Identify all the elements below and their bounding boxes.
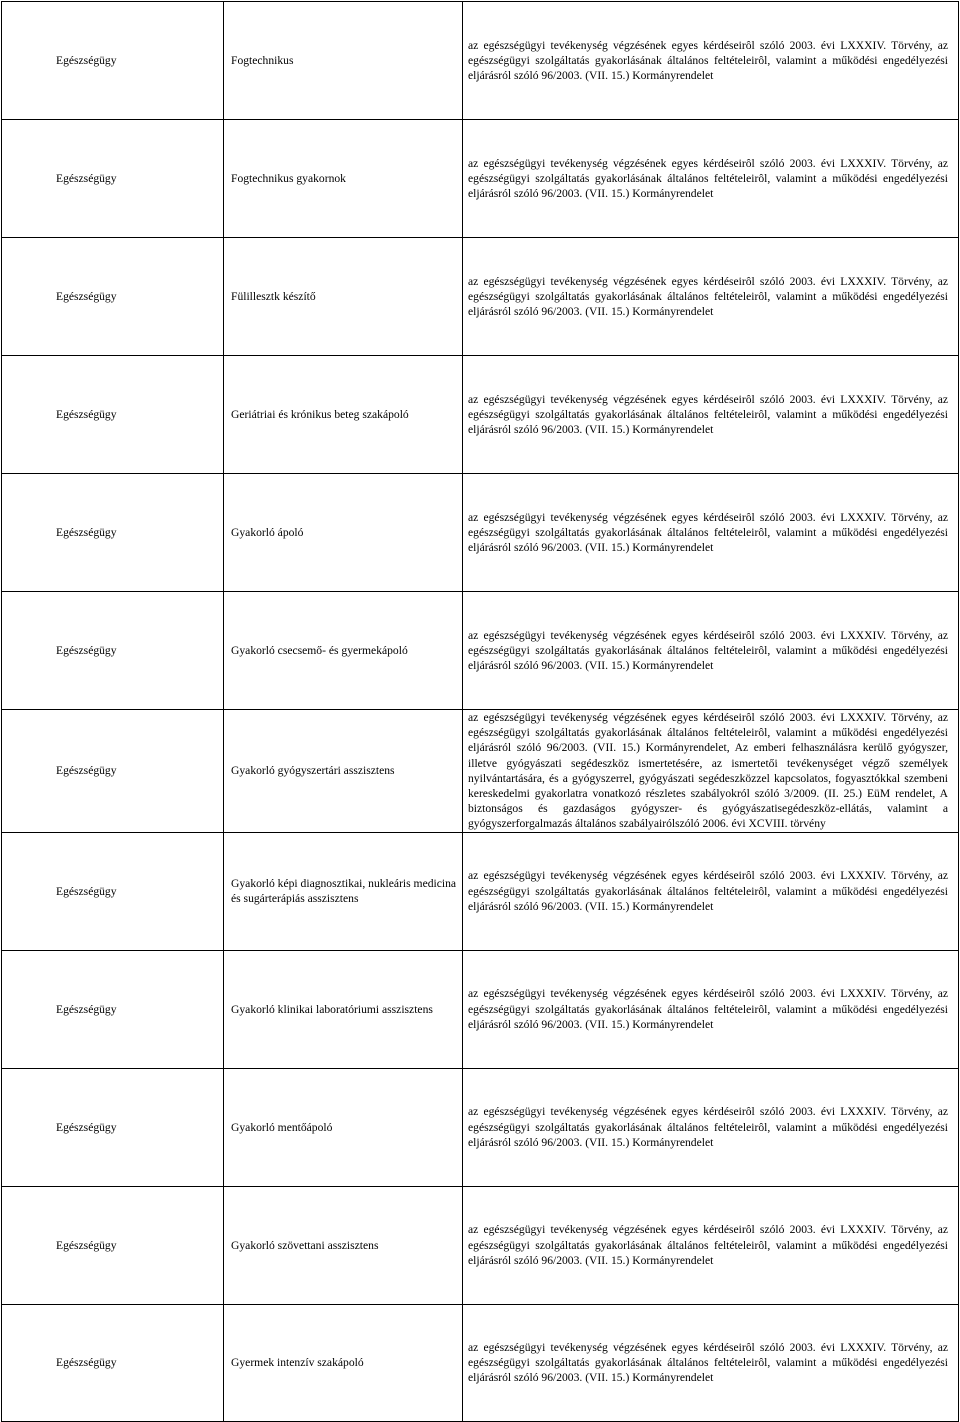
occupation-regulation-table [1, 1, 959, 1422]
table-row [2, 1186, 959, 1304]
category-cell: Egészségügy [2, 832, 224, 950]
legal-basis-cell: az egészségügyi tevékenység végzésének egyes kérdéseirôl szóló 2003. évi LXXXIV. Törvény, az egészségügyi szolgáltatás gyakorlásának általános feltételeirôl, valamint a működési engedélyezési eljárásról szóló 96/2003. (VII. 15.) Kormányrendelet [463, 950, 959, 1068]
occupation-cell: Gyakorló klinikai laboratóriumi asszisztens [224, 950, 463, 1068]
category-cell: Egészségügy [2, 1304, 224, 1421]
table-row [2, 1304, 959, 1421]
category-cell: Egészségügy [2, 356, 224, 474]
category-cell: Egészségügy [2, 1186, 224, 1304]
occupation-cell: Gyakorló mentőápoló [224, 1068, 463, 1186]
table-row [2, 950, 959, 1068]
table-row [2, 474, 959, 592]
legal-basis-cell: az egészségügyi tevékenység végzésének egyes kérdéseirôl szóló 2003. évi LXXXIV. Törvény, az egészségügyi szolgáltatás gyakorlásának általános feltételeirôl, valamint a működési engedélyezési eljárásról szóló 96/2003. (VII. 15.) Kormányrendelet [463, 1304, 959, 1421]
table-row [2, 832, 959, 950]
legal-basis-cell: az egészségügyi tevékenység végzésének egyes kérdéseirôl szóló 2003. évi LXXXIV. Törvény, az egészségügyi szolgáltatás gyakorlásának általános feltételeirôl, valamint a működési engedélyezési eljárásról szóló 96/2003. (VII. 15.) Kormányrendelet [463, 120, 959, 238]
table-row [2, 120, 959, 238]
legal-basis-cell: az egészségügyi tevékenység végzésének egyes kérdéseirôl szóló 2003. évi LXXXIV. Törvény, az egészségügyi szolgáltatás gyakorlásának általános feltételeirôl, valamint a működési engedélyezési eljárásról szóló 96/2003. (VII. 15.) Kormányrendelet [463, 592, 959, 710]
legal-basis-cell: az egészségügyi tevékenység végzésének egyes kérdéseirôl szóló 2003. évi LXXXIV. Törvény, az egészségügyi szolgáltatás gyakorlásának általános feltételeirôl, valamint a működési engedélyezési eljárásról szóló 96/2003. (VII. 15.) Kormányrendelet [463, 474, 959, 592]
legal-basis-cell: az egészségügyi tevékenység végzésének egyes kérdéseirôl szóló 2003. évi LXXXIV. Törvény, az egészségügyi szolgáltatás gyakorlásának általános feltételeirôl, valamint a működési engedélyezési eljárásról szóló 96/2003. (VII. 15.) Kormányrendelet [463, 356, 959, 474]
legal-basis-cell: az egészségügyi tevékenység végzésének egyes kérdéseirôl szóló 2003. évi LXXXIV. Törvény, az egészségügyi szolgáltatás gyakorlásának általános feltételeirôl, valamint a működési engedélyezési eljárásról szóló 96/2003. (VII. 15.) Kormányrendelet [463, 2, 959, 120]
category-cell: Egészségügy [2, 120, 224, 238]
occupation-cell: Gyakorló képi diagnosztikai, nukleáris medicina és sugárterápiás asszisztens [224, 832, 463, 950]
category-cell: Egészségügy [2, 1068, 224, 1186]
table-row [2, 2, 959, 120]
table-row [2, 238, 959, 356]
category-cell: Egészségügy [2, 592, 224, 710]
table-row [2, 356, 959, 474]
table-body [2, 2, 959, 1422]
table-row [2, 710, 959, 833]
category-cell: Egészségügy [2, 710, 224, 833]
table-row [2, 592, 959, 710]
occupation-cell: Geriátriai és krónikus beteg szakápoló [224, 356, 463, 474]
occupation-cell: Gyakorló ápoló [224, 474, 463, 592]
occupation-cell: Gyakorló szövettani asszisztens [224, 1186, 463, 1304]
occupation-cell: Fogtechnikus gyakornok [224, 120, 463, 238]
table-row [2, 1068, 959, 1186]
legal-basis-cell: az egészségügyi tevékenység végzésének egyes kérdéseirôl szóló 2003. évi LXXXIV. Törvény, az egészségügyi szolgáltatás gyakorlásának általános feltételeirôl, valamint a működési engedélyezési eljárásról szóló 96/2003. (VII. 15.) Kormányrendelet, Az emberi felhasználásra kerülő gyógyszer, illetve gyógyászati segédeszköz ismertetésére, az ismertetői tevékenységet végző személyek nyilvántartására, és a gyógyszerrel, gyógyászati segédeszközzel kapcsolatos, fogyasztókkal szembeni kereskedelmi gyakorlatra vonatkozó részletes szabályokról szóló 3/2009. (II. 25.) EüM rendelet, A biztonságos és gazdaságos gyógyszer- és gyógyászatisegédeszköz-ellátás, valamint a gyógyszerforgalmazás általános szabályairólszóló 2006. évi XCVIII. törvény [463, 710, 959, 833]
category-cell: Egészségügy [2, 950, 224, 1068]
occupation-cell: Gyermek intenzív szakápoló [224, 1304, 463, 1421]
category-cell: Egészségügy [2, 474, 224, 592]
occupation-cell: Gyakorló csecsemő- és gyermekápoló [224, 592, 463, 710]
legal-basis-cell: az egészségügyi tevékenység végzésének egyes kérdéseirôl szóló 2003. évi LXXXIV. Törvény, az egészségügyi szolgáltatás gyakorlásának általános feltételeirôl, valamint a működési engedélyezési eljárásról szóló 96/2003. (VII. 15.) Kormányrendelet [463, 1186, 959, 1304]
category-cell: Egészségügy [2, 238, 224, 356]
occupation-cell: Fogtechnikus [224, 2, 463, 120]
occupation-cell: Fülillesztk készítő [224, 238, 463, 356]
legal-basis-cell: az egészségügyi tevékenység végzésének egyes kérdéseirôl szóló 2003. évi LXXXIV. Törvény, az egészségügyi szolgáltatás gyakorlásának általános feltételeirôl, valamint a működési engedélyezési eljárásról szóló 96/2003. (VII. 15.) Kormányrendelet [463, 1068, 959, 1186]
category-cell: Egészségügy [2, 2, 224, 120]
legal-basis-cell: az egészségügyi tevékenység végzésének egyes kérdéseirôl szóló 2003. évi LXXXIV. Törvény, az egészségügyi szolgáltatás gyakorlásának általános feltételeirôl, valamint a működési engedélyezési eljárásról szóló 96/2003. (VII. 15.) Kormányrendelet [463, 832, 959, 950]
occupation-cell: Gyakorló gyógyszertári asszisztens [224, 710, 463, 833]
legal-basis-cell: az egészségügyi tevékenység végzésének egyes kérdéseirôl szóló 2003. évi LXXXIV. Törvény, az egészségügyi szolgáltatás gyakorlásának általános feltételeirôl, valamint a működési engedélyezési eljárásról szóló 96/2003. (VII. 15.) Kormányrendelet [463, 238, 959, 356]
